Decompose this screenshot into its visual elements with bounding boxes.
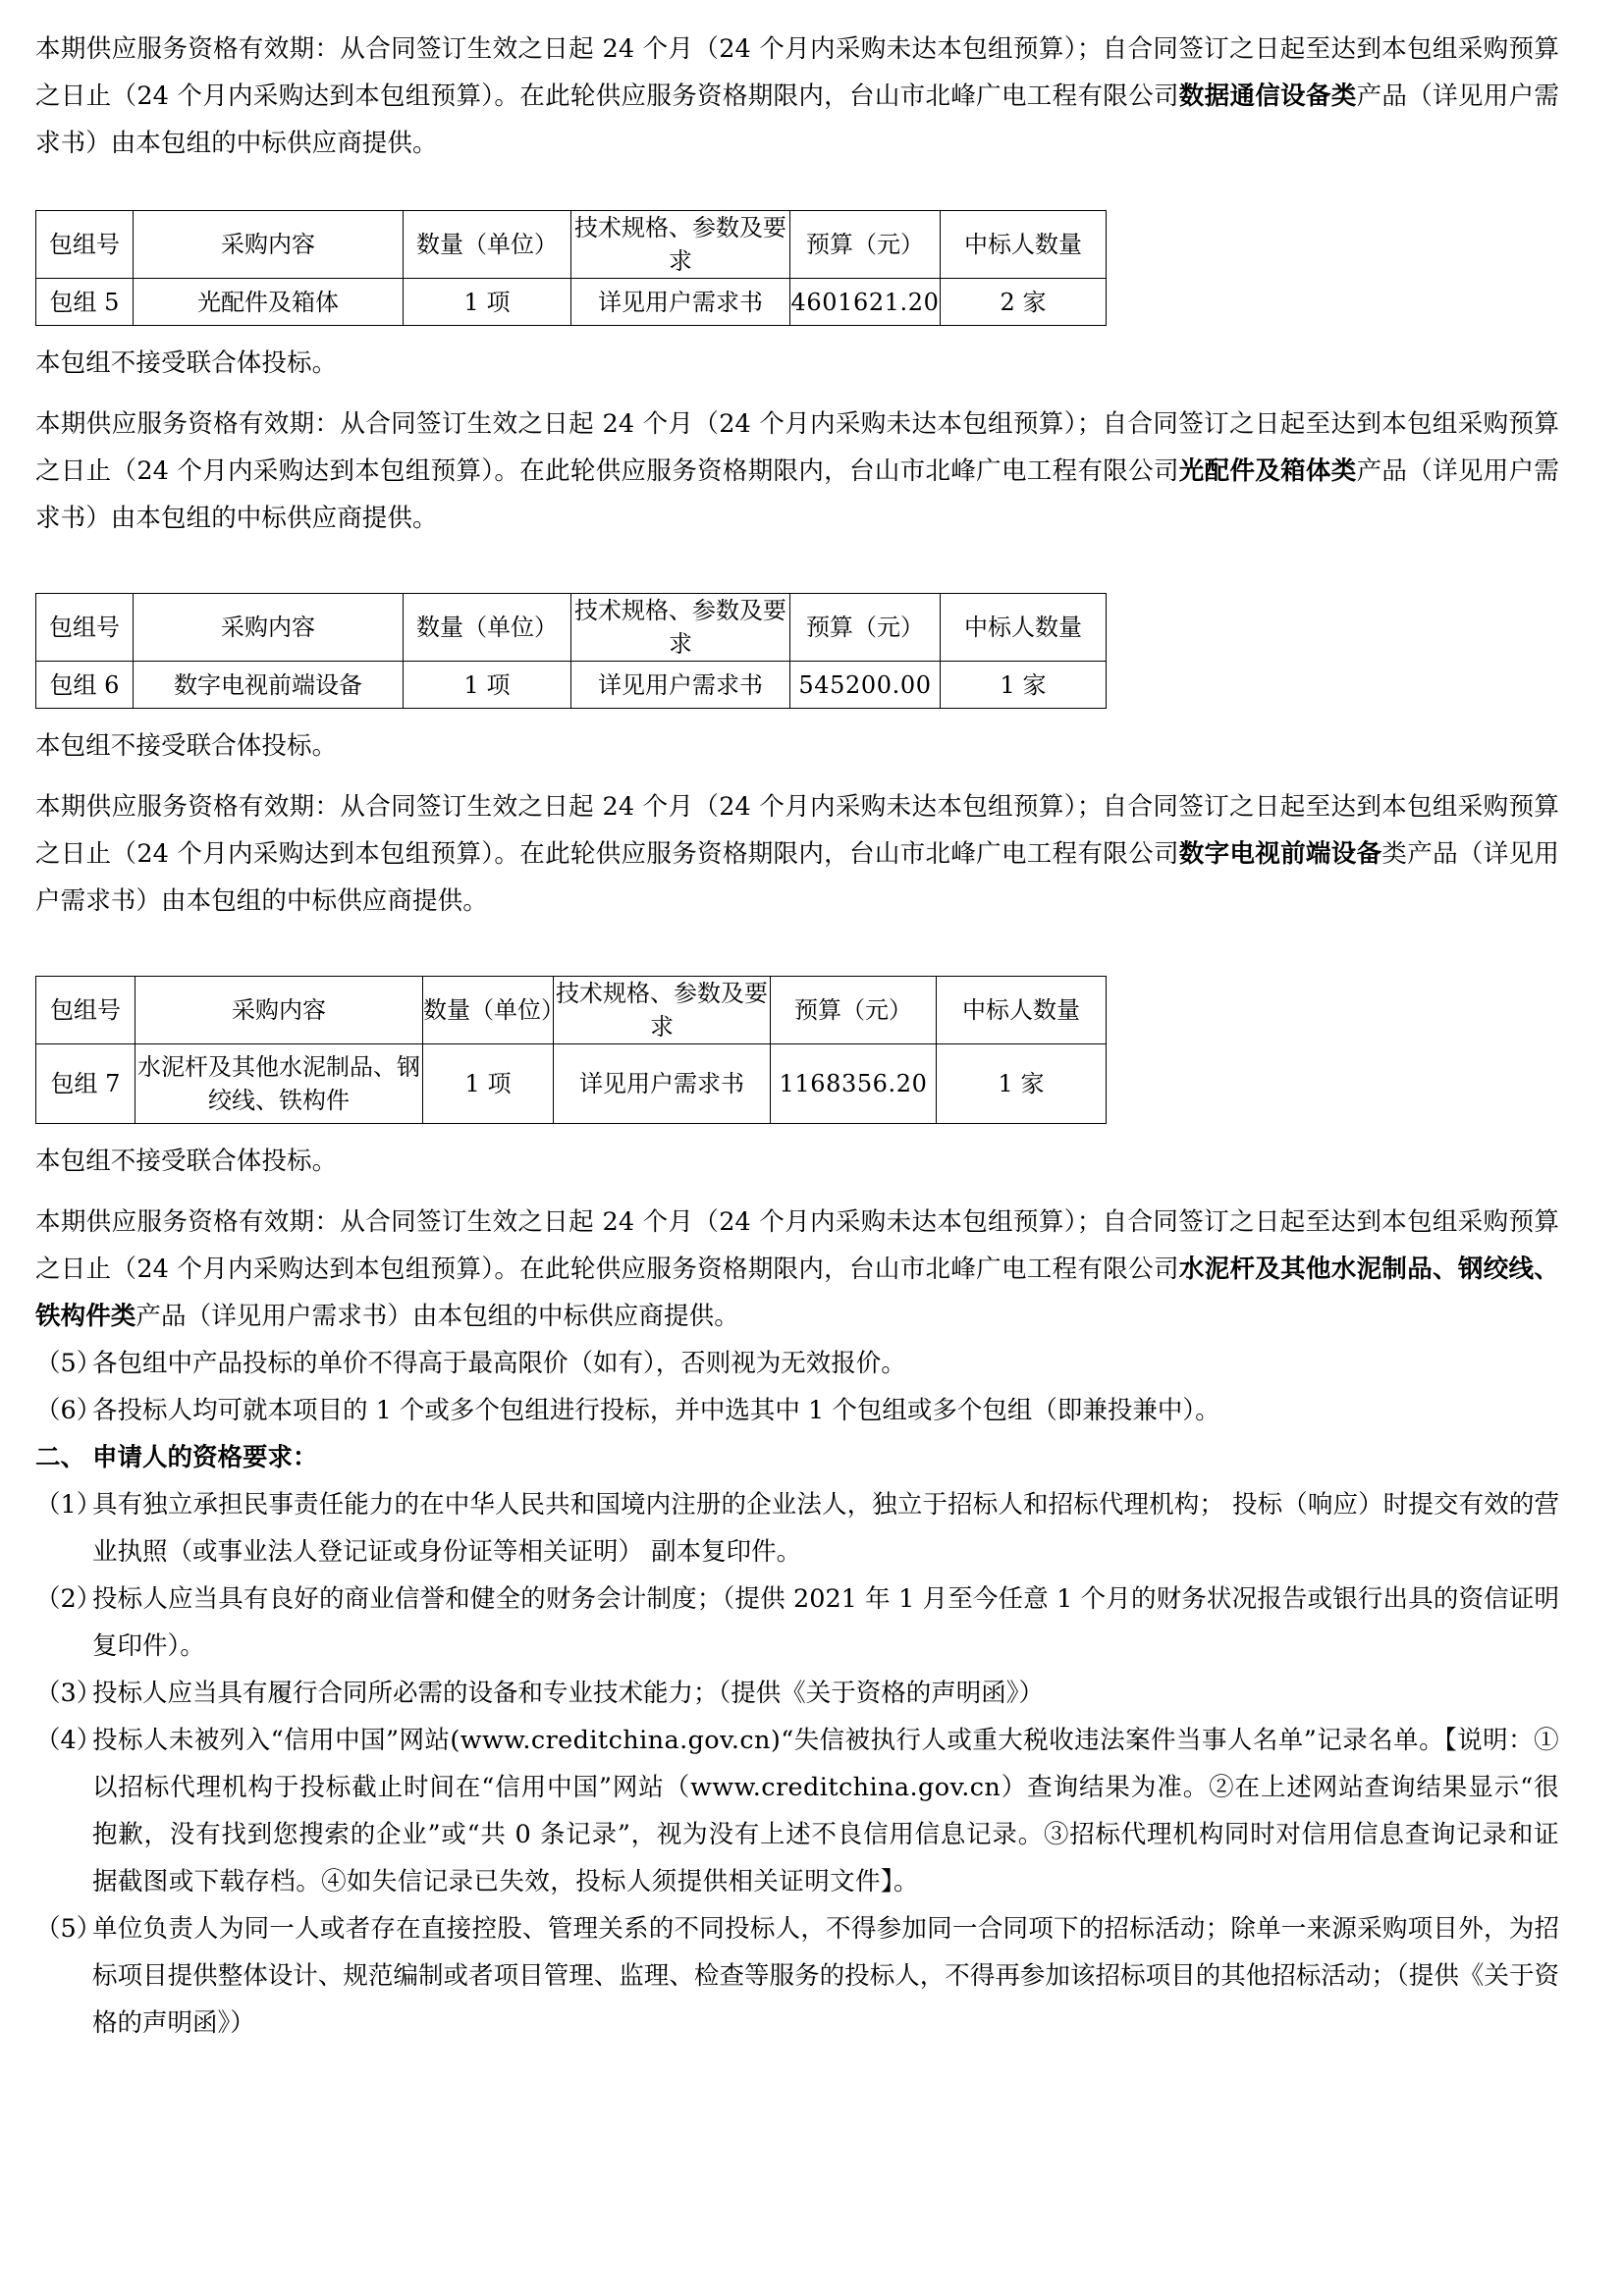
cell-spec: 详见用户需求书	[554, 1044, 771, 1124]
cell-content: 数字电视前端设备	[134, 662, 404, 709]
paragraph-text-post: 产品（详见用户需求书）由本包组的中标供应商提供。	[35, 81, 1559, 158]
clause-marker: （3）	[35, 1679, 102, 1708]
cell-package-no: 包组 6	[36, 662, 134, 709]
paragraph-text-pre: 本期供应服务资格有效期：从合同签订生效之日起 24 个月（24 个月内采购未达本包组预算）；自合同签订之日起至达到本包组采购预算之日止（24 个月内采购达到本包组预算）。在此轮供应服务资格期限内，台山市北峰广电工程有限公司	[35, 409, 1559, 486]
paragraph-package6-validity	[35, 783, 1559, 925]
header-spec: 技术规格、参数及要求	[571, 594, 790, 662]
section-title: 申请人的资格要求：	[92, 1443, 318, 1472]
table-package-6	[35, 593, 1107, 709]
table-header-row-group	[36, 594, 1107, 662]
spacer	[35, 770, 1559, 783]
header-budget: 预算（元）	[771, 977, 937, 1044]
qualification-item-3	[35, 1670, 1559, 1717]
paragraph-package7-no-consortium: 本包组不接受联合体投标。	[35, 1147, 338, 1176]
clause-marker: （4）	[35, 1726, 102, 1755]
header-package-no: 包组号	[36, 594, 134, 662]
clause-marker: （5）	[35, 1914, 102, 1944]
cell-package-no: 包组 5	[36, 279, 134, 326]
header-package-no: 包组号	[36, 211, 134, 279]
header-package-no: 包组号	[36, 977, 135, 1044]
cell-quantity: 1 项	[404, 279, 571, 326]
cell-package-no: 包组 7	[36, 1044, 135, 1124]
spacer	[35, 1185, 1559, 1199]
header-quantity: 数量（单位）	[404, 211, 571, 279]
paragraph-package6-no-consortium: 本包组不接受联合体投标。	[35, 731, 338, 761]
table-header-row	[36, 594, 1107, 662]
qualification-item-5	[35, 1905, 1559, 2047]
clause-text: 各投标人均可就本项目的 1 个或多个包组进行投标，并中选其中 1 个包组或多个包组（即兼投兼中）。	[92, 1396, 1220, 1425]
paragraph-text-bold: 水泥杆及其他水泥制品、钢绞线、铁构件类	[35, 1255, 1559, 1331]
paragraph-package7-validity	[35, 1199, 1559, 1340]
spacer	[35, 167, 1559, 210]
clause-text: 具有独立承担民事责任能力的在中华人民共和国境内注册的企业法人，独立于招标人和招标代理机构； 投标（响应）时提交有效的营业执照（或事业法人登记证或身份证等相关证明） 副本复印件。	[92, 1490, 1559, 1567]
cell-budget: 545200.00	[790, 662, 941, 709]
table-header-row	[36, 211, 1107, 279]
spacer	[35, 387, 1559, 400]
table-package-5	[35, 210, 1107, 326]
cell-winner-count: 2 家	[941, 279, 1107, 326]
table-body	[36, 1044, 1107, 1124]
paragraph-text-bold: 数据通信设备类	[1178, 81, 1357, 111]
cell-budget: 4601621.20	[790, 279, 941, 326]
spacer	[35, 1124, 1559, 1138]
header-winner-count: 中标人数量	[937, 977, 1107, 1044]
clause-item-6	[35, 1387, 1559, 1434]
header-content: 采购内容	[135, 977, 423, 1044]
qualification-item-1	[35, 1481, 1559, 1575]
paragraph-package5-no-consortium: 本包组不接受联合体投标。	[35, 348, 338, 378]
paragraph-text-bold: 数字电视前端设备	[1178, 839, 1382, 869]
table-header-row	[36, 977, 1107, 1044]
clause-text: 单位负责人为同一人或者存在直接控股、管理关系的不同投标人，不得参加同一合同项下的招标活动；除单一来源采购项目外，为招标项目提供整体设计、规范编制或者项目管理、监理、检查等服务的投标人，不得再参加该招标项目的其他招标活动；（提供《关于资格的声明函》）	[92, 1914, 1559, 2038]
paragraph-package5-validity	[35, 400, 1559, 542]
spacer	[35, 709, 1559, 722]
clause-marker: （1）	[35, 1490, 102, 1520]
section-heading-qualification	[35, 1434, 1559, 1481]
cell-content: 光配件及箱体	[134, 279, 404, 326]
table-body	[36, 279, 1107, 326]
header-winner-count: 中标人数量	[941, 211, 1107, 279]
table-row	[36, 279, 1107, 326]
cell-spec: 详见用户需求书	[571, 279, 790, 326]
paragraph-text-post: 类产品（详见用户需求书）由本包组的中标供应商提供。	[35, 839, 1559, 916]
section-marker: 二、	[35, 1443, 86, 1472]
cell-quantity: 1 项	[423, 1044, 554, 1124]
clause-marker: （6）	[35, 1396, 102, 1425]
table-package-7	[35, 976, 1107, 1124]
header-budget: 预算（元）	[790, 594, 941, 662]
clause-text: 投标人未被列入“信用中国”网站(www.creditchina.gov.cn)“失信被执行人或重大税收违法案件当事人名单”记录名单。【说明：①以招标代理机构于投标截止时间在“信用中国”网站（www.creditchina.gov.cn）查询结果为准。②在上述网站查询结果显示“很抱歉，没有找到您搜索的企业”或“共 0 条记录”，视为没有上述不良信用信息记录。③招标代理机构同时对信用信息查询记录和证据截图或下载存档。④如失信记录已失效，投标人须提供相关证明文件】。	[92, 1726, 1559, 1896]
spacer	[35, 925, 1559, 976]
table-row	[36, 1044, 1107, 1124]
header-winner-count: 中标人数量	[941, 594, 1107, 662]
header-content: 采购内容	[134, 211, 404, 279]
spacer	[35, 326, 1559, 340]
header-content: 采购内容	[134, 594, 404, 662]
paragraph-text-post: 产品（详见用户需求书）由本包组的中标供应商提供。	[135, 1302, 739, 1331]
header-quantity: 数量（单位）	[404, 594, 571, 662]
paragraph-text-pre: 本期供应服务资格有效期：从合同签订生效之日起 24 个月（24 个月内采购未达本包组预算）；自合同签订之日起至达到本包组采购预算之日止（24 个月内采购达到本包组预算）。在此轮供应服务资格期限内，台山市北峰广电工程有限公司	[35, 1207, 1559, 1284]
table-header-row-group	[36, 211, 1107, 279]
cell-content: 水泥杆及其他水泥制品、钢绞线、铁构件	[135, 1044, 423, 1124]
cell-spec: 详见用户需求书	[571, 662, 790, 709]
clause-text: 各包组中产品投标的单价不得高于最高限价（如有），否则视为无效报价。	[92, 1349, 906, 1378]
paragraph-text-pre: 本期供应服务资格有效期：从合同签订生效之日起 24 个月（24 个月内采购未达本包组预算）；自合同签订之日起至达到本包组采购预算之日止（24 个月内采购达到本包组预算）。在此轮供应服务资格期限内，台山市北峰广电工程有限公司	[35, 34, 1559, 111]
paragraph-text-pre: 本期供应服务资格有效期：从合同签订生效之日起 24 个月（24 个月内采购未达本包组预算）；自合同签订之日起至达到本包组采购预算之日止（24 个月内采购达到本包组预算）。在此轮供应服务资格期限内，台山市北峰广电工程有限公司	[35, 792, 1559, 869]
header-spec: 技术规格、参数及要求	[571, 211, 790, 279]
cell-winner-count: 1 家	[941, 662, 1107, 709]
clause-text: 投标人应当具有良好的商业信誉和健全的财务会计制度；（提供 2021 年 1 月至今任意 1 个月的财务状况报告或银行出具的资信证明复印件）。	[92, 1584, 1559, 1661]
clause-marker: （5）	[35, 1349, 102, 1378]
clause-marker: （2）	[35, 1584, 102, 1614]
paragraph-package4-validity	[35, 26, 1559, 167]
header-spec: 技术规格、参数及要求	[554, 977, 771, 1044]
header-quantity: 数量（单位）	[423, 977, 554, 1044]
cell-winner-count: 1 家	[937, 1044, 1107, 1124]
paragraph-text-post: 产品（详见用户需求书）由本包组的中标供应商提供。	[35, 456, 1559, 533]
qualification-item-2	[35, 1575, 1559, 1670]
table-body	[36, 662, 1107, 709]
spacer	[35, 542, 1559, 593]
qualification-item-4	[35, 1717, 1559, 1905]
clause-item-5	[35, 1340, 1559, 1387]
table-header-row-group	[36, 977, 1107, 1044]
paragraph-text-bold: 光配件及箱体类	[1178, 456, 1357, 486]
cell-budget: 1168356.20	[771, 1044, 937, 1124]
header-budget: 预算（元）	[790, 211, 941, 279]
cell-quantity: 1 项	[404, 662, 571, 709]
clause-text: 投标人应当具有履行合同所必需的设备和专业技术能力；（提供《关于资格的声明函》）	[92, 1679, 1045, 1708]
table-row	[36, 662, 1107, 709]
